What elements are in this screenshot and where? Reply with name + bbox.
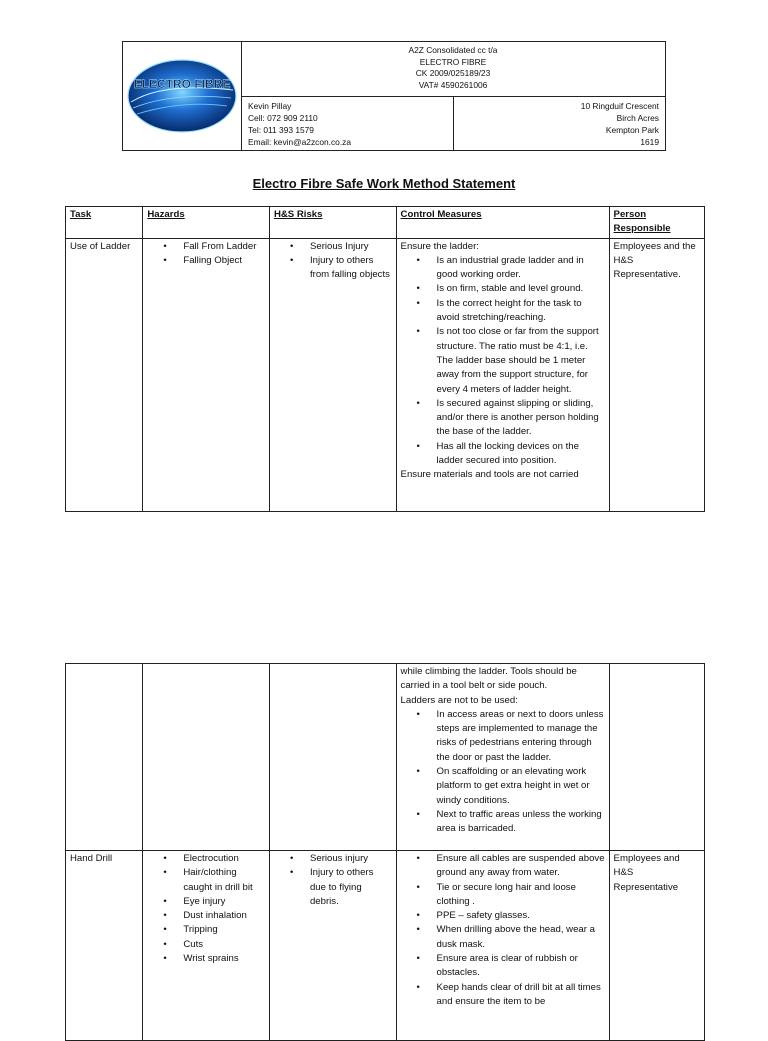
company-line: VAT# 4590261006 — [418, 79, 488, 90]
table-row — [66, 664, 705, 851]
contact-line: Tel: 011 393 1579 — [248, 125, 314, 135]
hazards-cell — [143, 664, 270, 851]
hazards-cell — [143, 238, 270, 511]
list-item: • Is the correct height for the task to avoid stretching/reaching. — [437, 297, 605, 326]
responsible-cell: Employees and H&S Representative — [609, 851, 704, 1041]
document-title: Electro Fibre Safe Work Method Statement — [252, 176, 516, 191]
risks-cell — [269, 238, 396, 511]
company-line: A2Z Consolidated cc t/a — [408, 45, 498, 55]
list-item: • Electrocution — [183, 852, 265, 866]
table-header-row — [66, 207, 705, 239]
address-line: 10 Ringduif Crescent — [580, 101, 659, 111]
method-statement-table-continued — [65, 663, 705, 1041]
list-item: • Has all the locking devices on the ladder secured into position. — [437, 440, 605, 469]
list-item: • Injury to others due to flying debris. — [310, 866, 392, 909]
list-item: • Ensure all cables are suspended above ground any away from water. — [437, 852, 605, 881]
col-hazards: Hazards — [143, 207, 270, 239]
list-item: • Tripping — [183, 923, 265, 937]
col-controls: Control Measures — [396, 207, 609, 239]
list-item: • Hair/clothing caught in drill bit — [183, 866, 265, 895]
address-line: Birch Acres — [616, 113, 659, 123]
control-outro: Ensure materials and tools are not carried — [400, 469, 579, 481]
method-statement-table — [65, 206, 705, 512]
task-cell — [66, 664, 143, 851]
logo-text: ELECTRO FIBRE — [133, 77, 231, 91]
list-item: • Next to traffic areas unless the working area is barricaded. — [437, 808, 605, 837]
contact-line: Email: kevin@a2zcon.co.za — [248, 137, 351, 147]
list-item: • Fall From Ladder — [183, 240, 265, 254]
controls-cell — [396, 851, 609, 1041]
risks-cell — [269, 664, 396, 851]
address-line: 1619 — [640, 137, 659, 147]
controls-cell — [396, 664, 609, 851]
address-line: Kempton Park — [605, 125, 659, 135]
list-item: • Tie or secure long hair and loose clothing . — [437, 881, 605, 910]
electro-fibre-logo — [123, 42, 241, 150]
contact-line: Kevin Pillay — [248, 101, 292, 111]
responsible-cell: Employees and the H&S Representative. — [609, 238, 704, 511]
list-item: • Is secured against slipping or sliding, and/or there is another person holding the base of the ladder. — [437, 397, 605, 440]
list-item: • Keep hands clear of drill bit at all times and ensure the item to be — [437, 981, 605, 1010]
list-item: • In access areas or next to doors unless steps are implemented to manage the risks of pedestrians entering through the door or past the ladder. — [437, 708, 605, 765]
control-intro: Ladders are not to be used: — [400, 694, 518, 706]
control-text: while climbing the ladder. Tools should be carried in a tool belt or side pouch. — [400, 666, 577, 692]
table-row — [66, 238, 705, 511]
company-details — [241, 42, 665, 97]
list-item: • PPE – safety glasses. — [437, 909, 605, 923]
list-item: • Is not too close or far from the support structure. The ratio must be 4:1, i.e. The ladder base should be 1 meter away from the support structure, for every 4 meters of ladder height. — [437, 325, 605, 396]
list-item: • On scaffolding or an elevating work platform to get extra height in wet or windy conditions. — [437, 765, 605, 808]
risks-cell — [269, 851, 396, 1041]
task-cell: Use of Ladder — [66, 238, 143, 511]
contact-details — [241, 97, 454, 150]
responsible-cell — [609, 664, 704, 851]
company-line: ELECTRO FIBRE — [419, 56, 487, 67]
list-item: • Cuts — [183, 938, 265, 952]
list-item: • Dust inhalation — [183, 909, 265, 923]
control-intro: Ensure the ladder: — [400, 240, 479, 252]
list-item: • When drilling above the head, wear a dusk mask. — [437, 923, 605, 952]
list-item: • Serious Injury — [310, 240, 392, 254]
list-item: • Is on firm, stable and level ground. — [437, 282, 605, 296]
list-item: • Injury to others from falling objects — [310, 254, 392, 283]
col-task: Task — [66, 207, 143, 239]
logo-cell — [123, 42, 242, 150]
col-responsible: Person Responsible — [609, 207, 704, 239]
hazards-cell — [143, 851, 270, 1041]
letterhead — [122, 41, 666, 151]
list-item: • Falling Object — [183, 254, 265, 268]
list-item: • Serious injury — [310, 852, 392, 866]
list-item: • Ensure area is clear of rubbish or obstacles. — [437, 952, 605, 981]
controls-cell — [396, 238, 609, 511]
contact-line: Cell: 072 909 2110 — [248, 113, 318, 123]
company-line: CK 2009/025189/23 — [415, 68, 491, 78]
list-item: • Is an industrial grade ladder and in good working order. — [437, 254, 605, 283]
task-cell: Hand Drill — [66, 851, 143, 1041]
list-item: • Wrist sprains — [183, 952, 265, 966]
address-details — [454, 97, 665, 150]
list-item: • Eye injury — [183, 895, 265, 909]
col-risks: H&S Risks — [269, 207, 396, 239]
table-row — [66, 851, 705, 1041]
